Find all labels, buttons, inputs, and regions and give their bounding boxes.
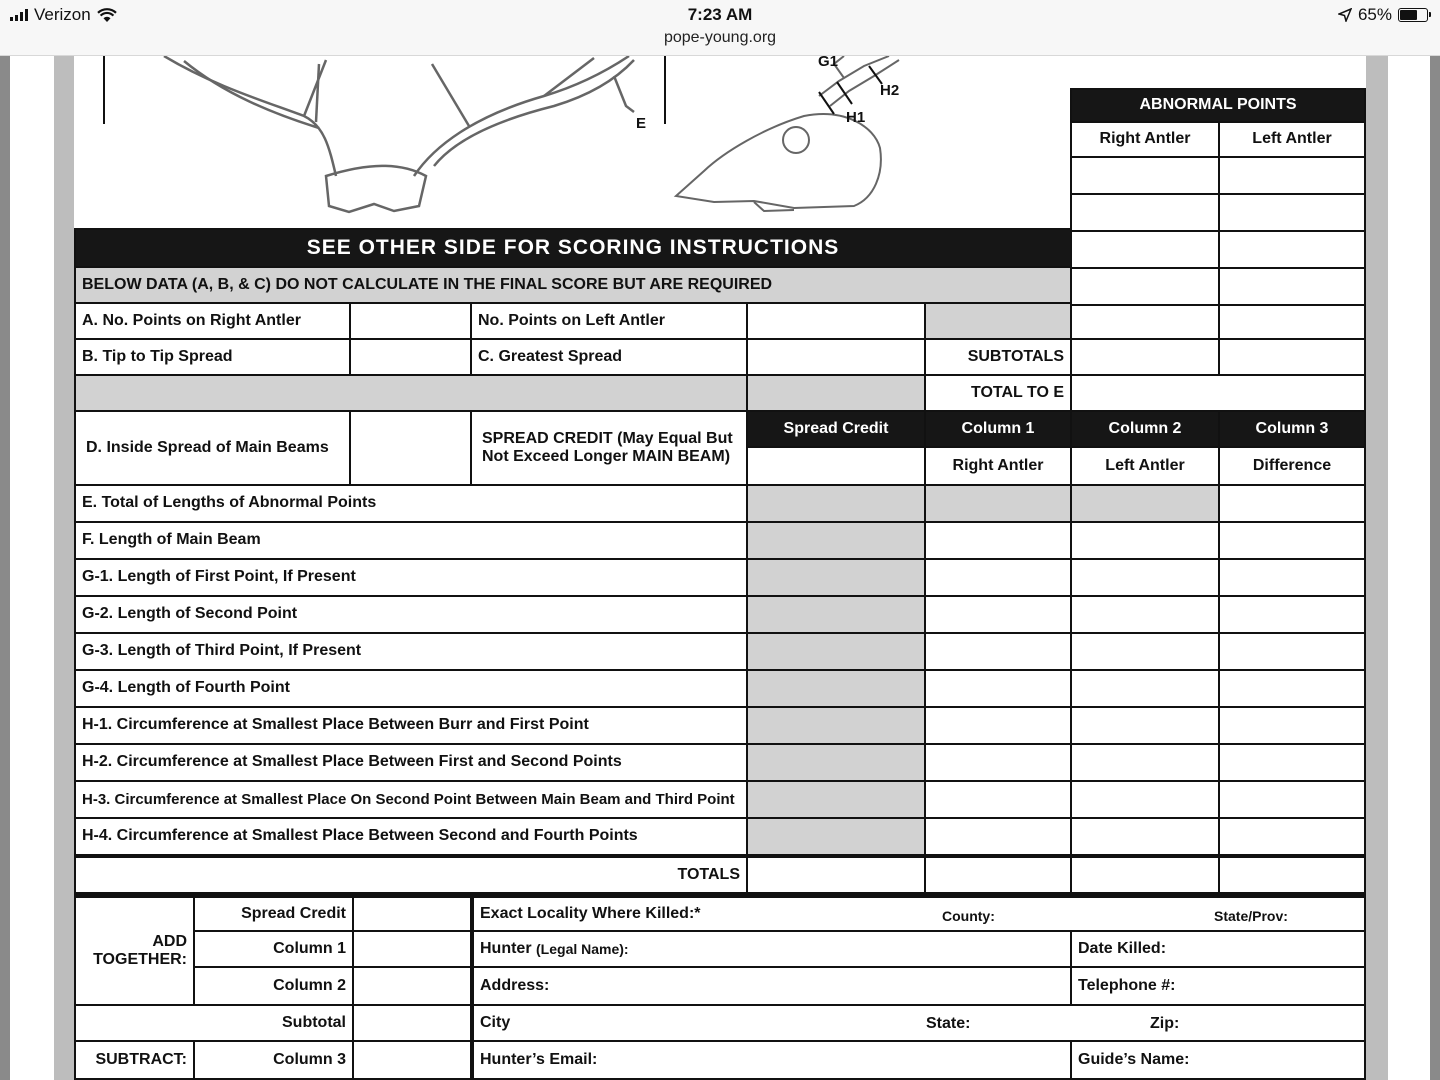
page-margin-right <box>1366 56 1388 1080</box>
add-spread-credit-label: Spread Credit <box>193 894 354 932</box>
spread-credit-cell <box>746 558 926 597</box>
spread-credit-cell <box>746 706 926 745</box>
total-column-2[interactable] <box>1070 854 1220 894</box>
input-points-right[interactable] <box>349 302 472 340</box>
label-points-right: A. No. Points on Right Antler <box>74 302 351 340</box>
column-2-subheader: Left Antler <box>1070 446 1220 486</box>
label-tip-to-tip: B. Tip to Tip Spread <box>74 338 351 376</box>
abnormal-left-header: Left Antler <box>1218 121 1366 158</box>
shaded-cell <box>746 374 926 412</box>
subtotal-abnormal-right[interactable] <box>1070 338 1220 376</box>
abnormal-right-input[interactable] <box>1070 193 1220 232</box>
spread-credit-cell <box>746 743 926 782</box>
column-3-cell[interactable] <box>1218 632 1366 671</box>
measurement-label: G-1. Length of First Point, If Present <box>74 558 748 597</box>
column-3-cell[interactable] <box>1218 706 1366 745</box>
input-greatest-spread[interactable] <box>746 338 926 376</box>
add-spread-credit-input[interactable] <box>352 894 472 932</box>
column-2-cell[interactable] <box>1070 521 1220 560</box>
measurement-label: H-4. Circumference at Smallest Place Between Second and Fourth Points <box>74 817 748 856</box>
spread-credit-cell <box>746 521 926 560</box>
page-margin-left <box>54 56 74 1080</box>
measurement-label: H-1. Circumference at Smallest Place Between Burr and First Point <box>74 706 748 745</box>
city-field[interactable] <box>470 1004 1366 1042</box>
subtotal-input[interactable] <box>352 1004 472 1042</box>
total-to-e-input[interactable] <box>1070 374 1366 412</box>
measurement-label: H-3. Circumference at Smallest Place On Second Point Between Main Beam and Third Point <box>74 780 748 819</box>
shaded-cell <box>924 302 1072 340</box>
battery-icon <box>1398 8 1428 22</box>
column-1-cell[interactable] <box>924 632 1072 671</box>
email-label: Hunter’s Email: <box>480 1050 598 1068</box>
header-column-2: Column 2 <box>1070 410 1220 448</box>
abnormal-left-input[interactable] <box>1218 230 1366 269</box>
column-1-cell[interactable] <box>924 780 1072 819</box>
column-2-cell[interactable] <box>1070 743 1220 782</box>
date-killed-label: Date Killed: <box>1078 939 1167 957</box>
totals-label: TOTALS <box>74 854 748 894</box>
subtract-label: SUBTRACT: <box>74 1040 195 1080</box>
spread-credit-cell <box>746 595 926 634</box>
column-1-cell <box>924 484 1072 523</box>
column-1-subheader: Right Antler <box>924 446 1072 486</box>
abnormal-right-input[interactable] <box>1070 156 1220 195</box>
telephone-field[interactable] <box>1070 966 1366 1006</box>
subtract-column-3-input[interactable] <box>352 1040 472 1080</box>
input-inside-spread[interactable] <box>349 410 472 486</box>
column-2-cell[interactable] <box>1070 595 1220 634</box>
header-spread-credit: Spread Credit <box>746 410 926 448</box>
score-sheet <box>74 56 1366 1080</box>
header-column-3: Column 3 <box>1218 410 1366 448</box>
diagram-label-g1: G1 <box>818 56 839 70</box>
column-2-cell[interactable] <box>1070 632 1220 671</box>
diagram-label-h2: H2 <box>880 82 900 99</box>
locality-label: Exact Locality Where Killed:* <box>480 904 701 922</box>
guide-name-label: Guide’s Name: <box>1078 1050 1190 1068</box>
total-spread-credit[interactable] <box>746 854 926 894</box>
measurement-label: F. Length of Main Beam <box>74 521 748 560</box>
total-column-1[interactable] <box>924 854 1072 894</box>
column-1-cell[interactable] <box>924 558 1072 597</box>
battery-percent: 65% <box>1357 5 1392 24</box>
spread-credit-cell <box>746 632 926 671</box>
abnormal-points-header: ABNORMAL POINTS <box>1070 88 1366 123</box>
column-2-cell[interactable] <box>1070 706 1220 745</box>
column-1-cell[interactable] <box>924 595 1072 634</box>
telephone-label: Telephone #: <box>1078 976 1176 994</box>
antler-diagram <box>74 56 1070 228</box>
below-data-note: BELOW DATA (A, B, & C) DO NOT CALCULATE IN THE FINAL SCORE BUT ARE REQUIRED <box>74 266 1072 304</box>
column-2-cell[interactable] <box>1070 558 1220 597</box>
column-2-cell[interactable] <box>1070 817 1220 856</box>
column-3-cell[interactable] <box>1218 780 1366 819</box>
column-3-subheader: Difference <box>1218 446 1366 486</box>
status-right <box>1338 5 1428 25</box>
column-2-cell[interactable] <box>1070 780 1220 819</box>
page-gutter-left <box>0 56 10 1080</box>
zip-label: Zip: <box>1150 1015 1180 1032</box>
city-label: City <box>480 1013 511 1031</box>
subtotal-abnormal-left[interactable] <box>1218 338 1366 376</box>
abnormal-right-input[interactable] <box>1070 267 1220 306</box>
measurement-label: G-2. Length of Second Point <box>74 595 748 634</box>
hunter-label: Hunter <box>480 939 532 957</box>
hunter-legal-name-note: (Legal Name): <box>536 940 629 957</box>
column-3-cell[interactable] <box>1218 484 1366 523</box>
abnormal-right-input[interactable] <box>1070 230 1220 269</box>
column-3-cell[interactable] <box>1218 817 1366 856</box>
subtotals-label: SUBTOTALS <box>924 338 1072 376</box>
column-1-cell[interactable] <box>924 706 1072 745</box>
add-column-2-label: Column 2 <box>193 966 354 1006</box>
status-bar <box>0 0 1440 56</box>
column-3-cell[interactable] <box>1218 743 1366 782</box>
column-3-cell[interactable] <box>1218 595 1366 634</box>
label-inside-spread: D. Inside Spread of Main Beams <box>74 410 351 486</box>
measurement-label: G-4. Length of Fourth Point <box>74 669 748 708</box>
label-points-left: No. Points on Left Antler <box>470 302 748 340</box>
address-field[interactable] <box>470 966 1072 1006</box>
total-to-e-label: TOTAL TO E <box>924 374 1072 412</box>
spread-credit-cell <box>746 669 926 708</box>
address-bar-url[interactable]: pope-young.org <box>663 29 777 46</box>
abnormal-left-input[interactable] <box>1218 193 1366 232</box>
add-together-label: ADD TOGETHER: <box>74 894 195 1006</box>
column-3-cell[interactable] <box>1218 669 1366 708</box>
spread-credit-note: SPREAD CREDIT (May Equal But Not Exceed Longer MAIN BEAM) <box>470 410 748 486</box>
location-arrow-icon <box>1338 8 1352 22</box>
column-1-cell[interactable] <box>924 669 1072 708</box>
add-column-1-label: Column 1 <box>193 930 354 968</box>
column-1-cell[interactable] <box>924 817 1072 856</box>
add-column-2-input[interactable] <box>352 966 472 1006</box>
spread-credit-input[interactable] <box>746 446 926 486</box>
guide-name-field[interactable] <box>1070 1040 1366 1080</box>
subtract-column-3-label: Column 3 <box>193 1040 354 1080</box>
column-1-cell[interactable] <box>924 521 1072 560</box>
column-3-cell[interactable] <box>1218 558 1366 597</box>
measurement-label: H-2. Circumference at Smallest Place Between First and Second Points <box>74 743 748 782</box>
carrier-name: Verizon <box>34 5 91 24</box>
input-tip-to-tip[interactable] <box>349 338 472 376</box>
label-greatest-spread: C. Greatest Spread <box>470 338 748 376</box>
clock: 7:23 AM <box>687 5 753 24</box>
diagram-label-h1: H1 <box>846 109 866 126</box>
spread-credit-cell <box>746 817 926 856</box>
date-killed-field[interactable] <box>1070 930 1366 968</box>
spread-credit-cell <box>746 780 926 819</box>
diagram-label-e: E <box>636 115 647 132</box>
measurement-label: G-3. Length of Third Point, If Present <box>74 632 748 671</box>
state-prov-label: State/Prov: <box>1214 908 1288 924</box>
shaded-row <box>74 374 748 412</box>
address-label: Address: <box>480 976 550 994</box>
header-column-1: Column 1 <box>924 410 1072 448</box>
instructions-banner: SEE OTHER SIDE FOR SCORING INSTRUCTIONS <box>74 228 1072 268</box>
subtotal-label: Subtotal <box>74 1004 354 1042</box>
email-field[interactable] <box>470 1040 1072 1080</box>
county-label: County: <box>942 908 995 924</box>
column-2-cell <box>1070 484 1220 523</box>
add-column-1-input[interactable] <box>352 930 472 968</box>
spread-credit-cell <box>746 484 926 523</box>
state-label: State: <box>926 1015 971 1032</box>
abnormal-right-header: Right Antler <box>1070 121 1220 158</box>
abnormal-left-input[interactable] <box>1218 267 1366 306</box>
column-2-cell[interactable] <box>1070 669 1220 708</box>
abnormal-left-input[interactable] <box>1218 156 1366 195</box>
total-column-3[interactable] <box>1218 854 1366 894</box>
input-points-left[interactable] <box>746 302 926 340</box>
hunter-field[interactable] <box>470 930 1072 968</box>
measurement-label: E. Total of Lengths of Abnormal Points <box>74 484 748 523</box>
column-1-cell[interactable] <box>924 743 1072 782</box>
column-3-cell[interactable] <box>1218 521 1366 560</box>
page-gutter-right <box>1430 56 1440 1080</box>
